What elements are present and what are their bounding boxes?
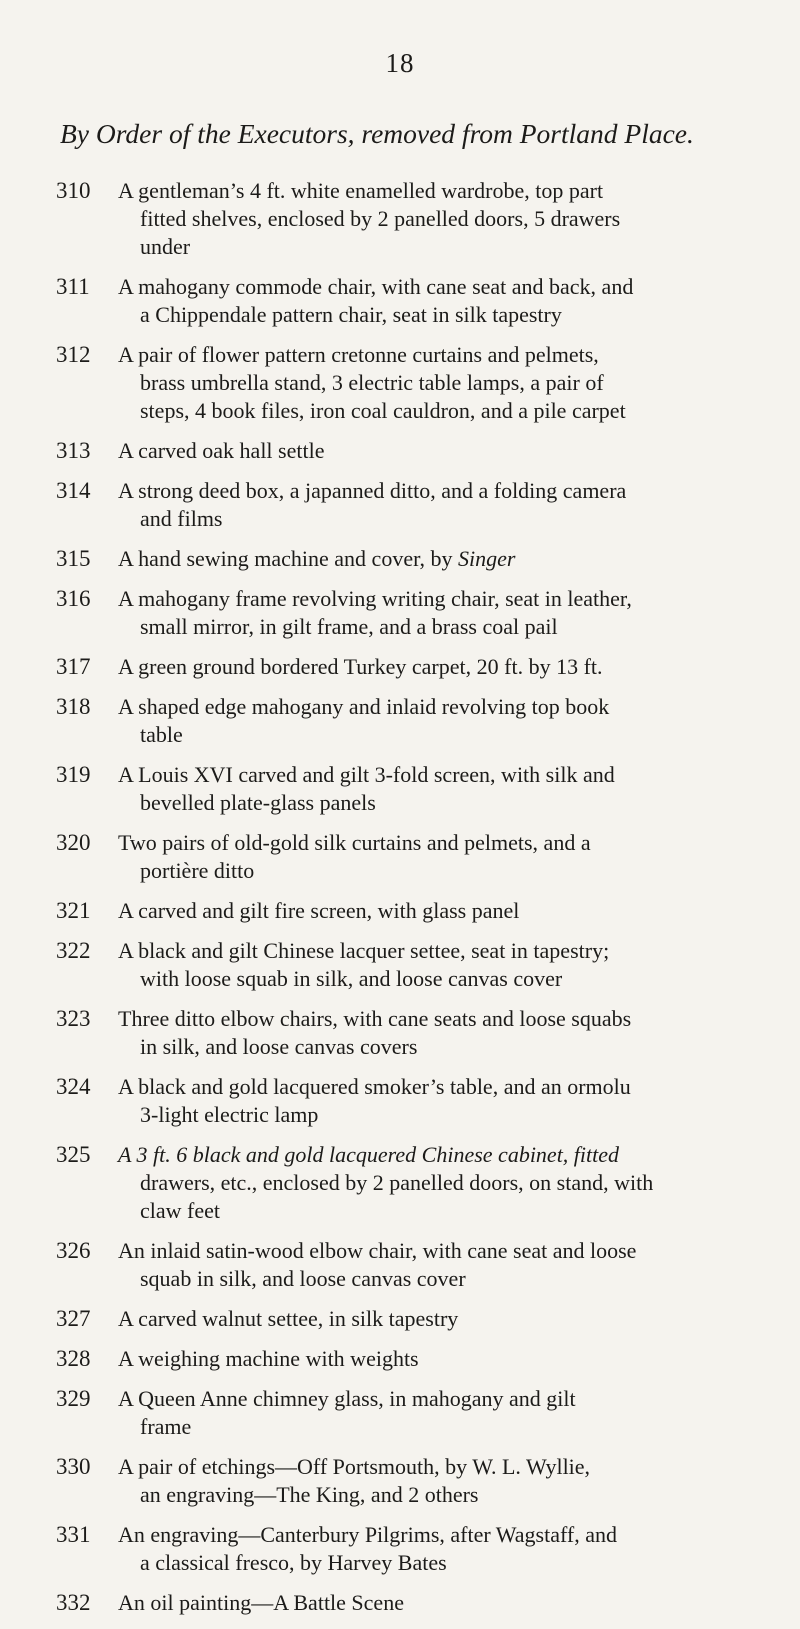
lot-number: 326 — [56, 1238, 91, 1263]
lot-number: 319 — [56, 762, 91, 787]
lot-line: A strong deed box, a japanned ditto, and a folding camera — [118, 478, 627, 503]
lot-line: steps, 4 book files, iron coal cauldron, and a pile carpet — [140, 398, 626, 423]
lot-number: 327 — [56, 1306, 91, 1331]
lot-line: bevelled plate-glass panels — [140, 790, 376, 815]
lot-327 — [56, 1305, 791, 1333]
lot-325 — [56, 1141, 791, 1225]
lot-330 — [56, 1453, 791, 1509]
lot-description — [118, 1237, 791, 1293]
lot-line: An oil painting—A Battle Scene — [118, 1590, 404, 1615]
lot-line: A carved and gilt fire screen, with glass panel — [118, 898, 520, 923]
lot-number: 315 — [56, 546, 91, 571]
lot-line: A mahogany commode chair, with cane seat and back, and — [118, 274, 634, 299]
lot-line: small mirror, in gilt frame, and a brass coal pail — [140, 614, 558, 639]
lot-line: with loose squab in silk, and loose canvas cover — [140, 966, 563, 991]
lot-line: Two pairs of old-gold silk curtains and pelmets, and a — [118, 830, 591, 855]
lot-319 — [56, 761, 791, 817]
lot-number: 311 — [56, 274, 90, 299]
lot-description — [118, 653, 791, 681]
lot-description — [118, 693, 791, 749]
lot-number: 323 — [56, 1006, 91, 1031]
lot-number: 329 — [56, 1386, 91, 1411]
lot-description — [118, 341, 791, 425]
page-number: 18 — [385, 48, 415, 78]
lot-line: brass umbrella stand, 3 electric table lamps, a pair of — [140, 370, 604, 395]
lot-description — [118, 1385, 791, 1441]
lot-number: 320 — [56, 830, 91, 855]
lot-line: claw feet — [140, 1198, 220, 1223]
lot-line: A black and gilt Chinese lacquer settee, seat in tapestry; — [118, 938, 610, 963]
lot-line: A Louis XVI carved and gilt 3-fold screen, with silk and — [118, 762, 615, 787]
lot-314 — [56, 477, 791, 533]
lot-line: frame — [140, 1414, 192, 1439]
lot-line: A pair of etchings—Off Portsmouth, by W. L. Wyllie, — [118, 1454, 591, 1479]
lot-328 — [56, 1345, 791, 1373]
lot-number: 325 — [56, 1142, 91, 1167]
lot-description — [118, 829, 791, 885]
lot-description — [118, 545, 791, 573]
lot-313 — [56, 437, 791, 465]
lot-line: A weighing machine with weights — [118, 1346, 419, 1371]
lot-320 — [56, 829, 791, 885]
lot-number: 312 — [56, 342, 91, 367]
lot-number: 330 — [56, 1454, 91, 1479]
lot-322 — [56, 937, 791, 993]
lot-description — [118, 273, 791, 329]
lot-number: 328 — [56, 1346, 91, 1371]
lot-number: 321 — [56, 898, 91, 923]
lot-description — [118, 1005, 791, 1061]
lot-line — [118, 545, 791, 573]
lot-line: table — [140, 722, 183, 747]
lot-description — [118, 897, 791, 925]
lot-line: squab in silk, and loose canvas cover — [140, 1266, 466, 1291]
lot-description — [118, 1141, 791, 1225]
lot-list — [56, 177, 791, 1629]
lot-line: A green ground bordered Turkey carpet, 20 ft. by 13 ft. — [118, 654, 603, 679]
lot-number: 316 — [56, 586, 91, 611]
lot-311 — [56, 273, 791, 329]
lot-number: 331 — [56, 1522, 91, 1547]
lot-number: 332 — [56, 1590, 91, 1615]
lot-line: A gentleman’s 4 ft. white enamelled wardrobe, top part — [118, 178, 604, 203]
lot-description — [118, 1305, 791, 1333]
lot-line: A Queen Anne chimney glass, in mahogany and gilt — [118, 1386, 576, 1411]
lot-318 — [56, 693, 791, 749]
lot-number: 314 — [56, 478, 91, 503]
lot-number: 322 — [56, 938, 91, 963]
lot-317 — [56, 653, 791, 681]
lot-description — [118, 1073, 791, 1129]
lot-number: 324 — [56, 1074, 91, 1099]
lot-312 — [56, 341, 791, 425]
lot-line: 3-light electric lamp — [140, 1102, 319, 1127]
lot-description — [118, 1453, 791, 1509]
lot-326 — [56, 1237, 791, 1293]
lot-329 — [56, 1385, 791, 1441]
lot-321 — [56, 897, 791, 925]
lot-324 — [56, 1073, 791, 1129]
lot-number: 317 — [56, 654, 91, 679]
lot-line: an engraving—The King, and 2 others — [140, 1482, 479, 1507]
lot-331 — [56, 1521, 791, 1577]
lot-description — [118, 937, 791, 993]
lot-315 — [56, 545, 791, 573]
lot-line: a classical fresco, by Harvey Bates — [140, 1550, 447, 1575]
lot-number: 318 — [56, 694, 91, 719]
lot-description — [118, 1521, 791, 1577]
lot-line: A mahogany frame revolving writing chair, seat in leather, — [118, 586, 632, 611]
lot-310 — [56, 177, 791, 261]
lot-316 — [56, 585, 791, 641]
lot-description — [118, 177, 791, 261]
maker-name: Singer — [458, 546, 516, 571]
lot-line: An inlaid satin-wood elbow chair, with cane seat and loose — [118, 1238, 637, 1263]
lot-line: Three ditto elbow chairs, with cane seats and loose squabs — [118, 1006, 632, 1031]
lot-description — [118, 1345, 791, 1373]
lot-description — [118, 585, 791, 641]
lot-text: A hand sewing machine and cover, by — [118, 546, 459, 571]
lot-323 — [56, 1005, 791, 1061]
lot-line: portière ditto — [140, 858, 255, 883]
lot-description — [118, 761, 791, 817]
lot-line: and films — [140, 506, 223, 531]
lot-line: fitted shelves, enclosed by 2 panelled doors, 5 drawers — [140, 206, 621, 231]
lot-description — [118, 477, 791, 533]
lot-description — [118, 1589, 791, 1617]
lot-line: A pair of flower pattern cretonne curtains and pelmets, — [118, 342, 599, 367]
lot-line: A carved oak hall settle — [118, 438, 325, 463]
page-heading: By Order of the Executors, removed from Portland Place. — [60, 118, 694, 149]
lot-line: A shaped edge mahogany and inlaid revolving top book — [118, 694, 610, 719]
lot-332 — [56, 1589, 791, 1617]
lot-line: a Chippendale pattern chair, seat in silk tapestry — [140, 302, 562, 327]
lot-line: in silk, and loose canvas covers — [140, 1034, 418, 1059]
lot-line: drawers, etc., enclosed by 2 panelled doors, on stand, with — [140, 1170, 654, 1195]
lot-line: A black and gold lacquered smoker’s table, and an ormolu — [118, 1074, 631, 1099]
lot-line: An engraving—Canterbury Pilgrims, after Wagstaff, and — [118, 1522, 618, 1547]
lot-number: 310 — [56, 178, 91, 203]
lot-number: 313 — [56, 438, 91, 463]
lot-line: A 3 ft. 6 black and gold lacquered Chinese cabinet, fitted — [118, 1142, 620, 1167]
lot-line: A carved walnut settee, in silk tapestry — [118, 1306, 459, 1331]
lot-line: under — [140, 234, 191, 259]
lot-description — [118, 437, 791, 465]
